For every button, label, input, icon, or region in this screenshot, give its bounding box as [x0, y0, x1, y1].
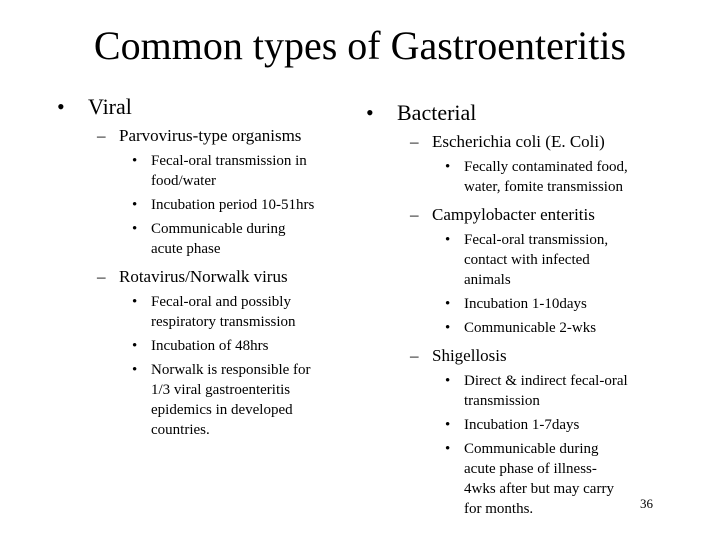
subheading-escherichia-coli-e-coli: Escherichia coli (E. Coli) — [432, 132, 605, 151]
level3-bullet: • — [445, 417, 451, 433]
bullet-point-line: 4wks after but may carry — [464, 481, 614, 497]
bullet-point-line: acute phase of illness- — [464, 461, 597, 477]
level3-bullet: • — [445, 441, 451, 457]
bullet-point-line: epidemics in developed — [151, 402, 293, 418]
bullet-point-line: Incubation period 10-51hrs — [151, 197, 315, 213]
bullet-point-line: Incubation 1-10days — [464, 296, 587, 312]
bullet-point-line: Norwalk is responsible for — [151, 362, 311, 378]
subheading-parvovirus-type-organisms: Parvovirus-type organisms — [119, 126, 302, 145]
bullet-point-line: Fecally contaminated food, — [464, 159, 628, 175]
level3-bullet: • — [132, 362, 138, 378]
slide-title: Common types of Gastroenteritis — [93, 23, 627, 68]
level2-dash: – — [97, 267, 106, 286]
page-number: 36 — [640, 496, 653, 511]
subheading-campylobacter-enteritis: Campylobacter enteritis — [432, 205, 595, 224]
subheading-rotavirus-norwalk-virus: Rotavirus/Norwalk virus — [119, 267, 288, 286]
bullet-point-line: Communicable 2-wks — [464, 320, 597, 336]
level3-bullet: • — [445, 232, 451, 248]
bullet-point-line: respiratory transmission — [151, 314, 296, 330]
level2-dash: – — [410, 346, 419, 365]
bullet-point-line: Communicable during — [464, 441, 599, 457]
bullet-point-line: water, fomite transmission — [464, 179, 623, 195]
bullet-point-line: countries. — [151, 422, 210, 438]
level3-bullet: • — [132, 153, 138, 169]
level2-dash: – — [410, 132, 419, 151]
bullet-point-line: Incubation of 48hrs — [151, 338, 269, 354]
level3-bullet: • — [445, 159, 451, 175]
bullet-point-line: Fecal-oral transmission, — [464, 232, 609, 248]
bullet-point-line: transmission — [464, 393, 540, 409]
level3-bullet: • — [132, 294, 138, 310]
bullet-point-line: Direct & indirect fecal-oral — [464, 373, 628, 389]
level2-dash: – — [410, 205, 419, 224]
subheading-shigellosis: Shigellosis — [432, 346, 507, 365]
level2-dash: – — [97, 126, 106, 145]
bacterial-heading: Bacterial — [397, 100, 477, 125]
bullet-point-line: contact with infected — [464, 252, 590, 268]
bullet-point-line: Fecal-oral and possibly — [151, 294, 291, 310]
bullet-point-line: Communicable during — [151, 221, 286, 237]
viral-heading: Viral — [88, 94, 132, 119]
level3-bullet: • — [445, 373, 451, 389]
bullet-point-line: 1/3 viral gastroenteritis — [151, 382, 291, 398]
bullet-point-line: acute phase — [151, 241, 221, 257]
level1-bullet: • — [366, 100, 374, 125]
bullet-point-line: animals — [464, 272, 511, 288]
bullet-point-line: for months. — [464, 501, 534, 517]
level3-bullet: • — [132, 197, 138, 213]
level3-bullet: • — [132, 338, 138, 354]
bullet-point-line: Fecal-oral transmission in — [151, 153, 307, 169]
level3-bullet: • — [445, 320, 451, 336]
level3-bullet: • — [132, 221, 138, 237]
level3-bullet: • — [445, 296, 451, 312]
level1-bullet: • — [57, 94, 65, 119]
bullet-point-line: Incubation 1-7days — [464, 417, 580, 433]
bullet-point-line: food/water — [151, 173, 216, 189]
